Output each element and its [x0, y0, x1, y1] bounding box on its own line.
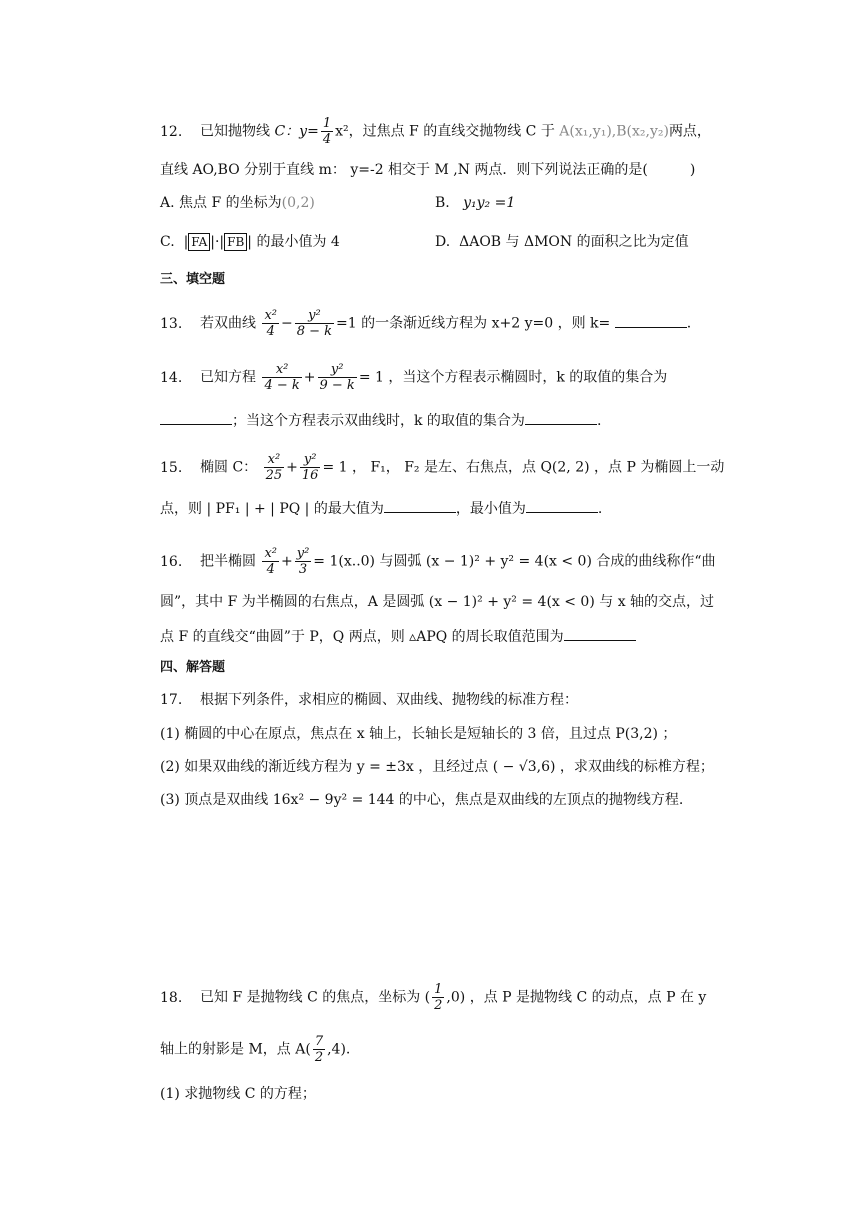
vector-fb: FB	[224, 233, 247, 251]
q12-fraction: $\frac{1}{4}$	[322, 116, 332, 147]
q12-line1	[160, 116, 711, 147]
q15-fraction-x: $\frac{\text{x²}}{25}$	[265, 452, 283, 483]
q12-stem-c: 两点，	[668, 123, 711, 140]
q18-line1: 18. 已知 F 是抛物线 C 的焦点，坐标为 ( $\frac{1}{2}$ ,0) ，点 P 是抛物线 C 的动点，点 P 在 y	[160, 982, 707, 1013]
q14-blank-hyperbola[interactable]	[525, 410, 597, 425]
q17-part1: (1) 椭圆的中心在原点，焦点在 x 轴上，长轴长是短轴长的 3 倍，且过点 P(3,2) ；	[160, 726, 677, 742]
section-fill-in: 三、填空题	[160, 272, 226, 287]
vector-fa: FA	[188, 233, 210, 251]
q16-line3: 点 F 的直线交“曲圆”于 P，Q 两点，则 ▵APQ 的周长取值范围为	[160, 626, 636, 647]
q13-answer-blank[interactable]	[615, 313, 687, 328]
q16-line1: 16. 把半椭圆 $\frac{\text{x²}}{4}$ + $\frac{\text{y²}}{3}$ = 1(x..0) 与圆弧 (x − 1)² + y² = 4(x < 0) 合成的曲线称作“曲	[160, 546, 716, 577]
q15-line1: 15. 椭圆 C： $\frac{\text{x²}}{25}$ + $\frac{\text{y²}}{16}$ = 1 ， F₁， F₂ 是左、右焦点，点 Q(2, 2) ，点 P 为椭圆上一动	[160, 452, 725, 483]
q18-fraction-seven-half: $\frac{7}{2}$	[314, 1034, 324, 1065]
q16-fraction-x: $\frac{\text{x²}}{4}$	[264, 546, 277, 577]
q14-line2: ；当这个方程表示双曲线时，k 的取值的集合为 .	[160, 410, 601, 431]
q18-fraction-half: $\frac{1}{2}$	[434, 982, 443, 1013]
q12-option-d: D. ΔAOB 与 ΔMON 的面积之比为定值	[435, 234, 689, 250]
section-answer: 四、解答题	[160, 660, 226, 675]
q12-stem-b: x²，过焦点 F 的直线交抛物线 C 于	[335, 123, 555, 140]
q13-fraction-y: $\frac{\text{y²}}{8 - k}$	[296, 308, 333, 339]
q15-fraction-y: $\frac{\text{y²}}{16}$	[301, 452, 319, 483]
q12-line2: 直线 AO,BO 分别于直线 m： y=-2 相交于 M ,N 两点．则下列说法正确的是( )	[160, 162, 696, 178]
q14-line1: 14. 已知方程 $\frac{\text{x²}}{4 - k}$ + $\frac{\text{y²}}{9 - k}$ = 1 ，当这个方程表示椭圆时，k 的取值的集合为	[160, 362, 668, 393]
q12-curve: C：y=	[274, 123, 319, 140]
q18-part1: (1) 求抛物线 C 的方程；	[160, 1086, 316, 1102]
q12-stem-a: 已知抛物线	[200, 123, 270, 140]
q16-answer-blank[interactable]	[564, 626, 636, 641]
q13: 13. 若双曲线 $\frac{\text{x²}}{4}$ − $\frac{\text{y²}}{8 - k}$ =1 的一条渐近线方程为 x+2 y=0 ，则 k= .	[160, 308, 692, 339]
q12-option-a: A. 焦点 F 的坐标为(0,2)	[160, 195, 315, 211]
q15-line2: 点，则 | PF₁ | + | PQ | 的最大值为 ，最小值为 .	[160, 498, 602, 519]
q17-stem: 17. 根据下列条件，求相应的椭圆、双曲线、抛物线的标准方程：	[160, 692, 578, 708]
q15-blank-min[interactable]	[526, 498, 598, 513]
q14-blank-ellipse[interactable]	[160, 410, 232, 425]
q17-part3: (3) 顶点是双曲线 16x² − 9y² = 144 的中心，焦点是双曲线的左顶点的抛物线方程.	[160, 792, 684, 808]
q12-option-b: B. y₁y₂ =1	[435, 195, 516, 211]
q12-option-c: C. | FA |·| FB | 的最小值为 4	[160, 234, 340, 250]
q18-line2: 轴上的射影是 M，点 A( $\frac{7}{2}$ ,4).	[160, 1034, 351, 1065]
q14-fraction-x: $\frac{\text{x²}}{4 - k}$	[264, 362, 300, 393]
q15-blank-max[interactable]	[384, 498, 456, 513]
q16-line2: 圆”，其中 F 为半椭圆的右焦点，A 是圆弧 (x − 1)² + y² = 4(x < 0) 与 x 轴的交点，过	[160, 594, 715, 610]
q14-fraction-y: $\frac{\text{y²}}{9 - k}$	[319, 362, 355, 393]
q17-part2: (2) 如果双曲线的渐近线方程为 y = ±3x ，且经过点 ( − √3,6) ，求双曲线的标椎方程；	[160, 759, 714, 775]
q16-fraction-y: $\frac{\text{y²}}{3}$	[296, 546, 310, 577]
q12-points: A(x₁,y₁),B(x₂,y₂)	[559, 123, 669, 140]
q12-number: 12.	[160, 123, 183, 140]
q13-fraction-x: $\frac{\text{x²}}{4}$	[264, 308, 277, 339]
